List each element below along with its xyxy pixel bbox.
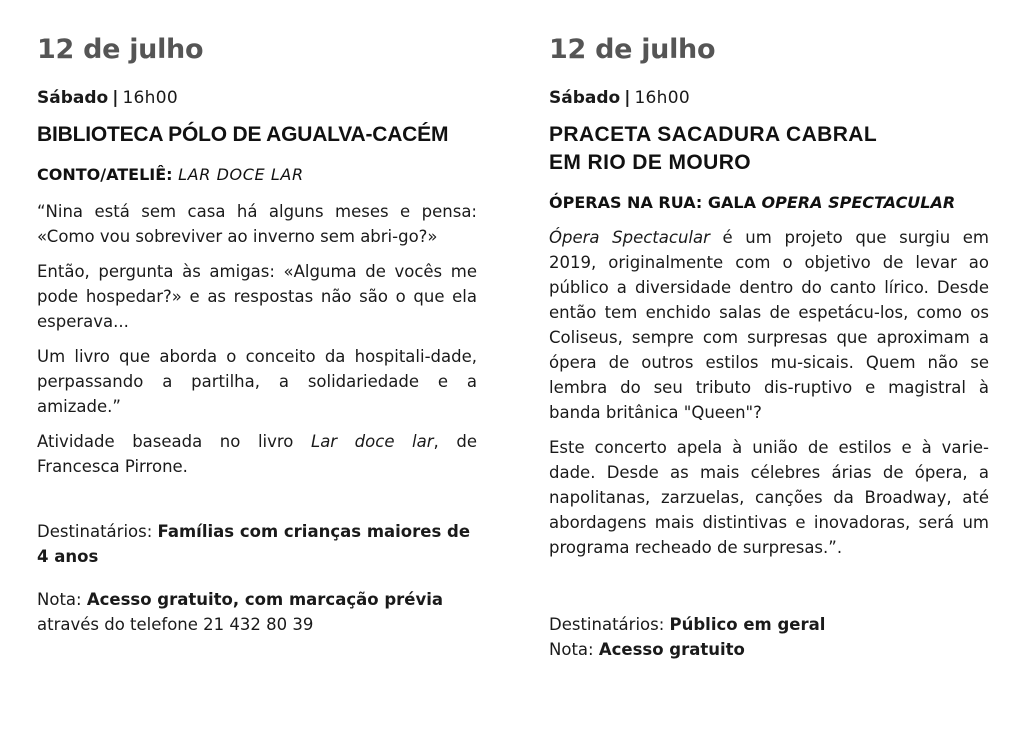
activity-title: LAR DOCE LAR bbox=[178, 165, 304, 184]
activity-type: CONTO/ATELIÊ: bbox=[37, 165, 173, 184]
show-name: Ópera Spectacular bbox=[549, 228, 710, 247]
event-day-time bbox=[37, 86, 477, 110]
book-title: Lar doce lar bbox=[311, 432, 434, 451]
event-venue: BIBLIOTECA PÓLO DE AGUALVA-CACÉM bbox=[37, 123, 449, 146]
separator: | bbox=[112, 88, 119, 108]
event-venue bbox=[549, 121, 989, 177]
audience-line bbox=[37, 519, 477, 569]
event-left bbox=[37, 30, 477, 637]
book-reference-suffix: , de Francesca Pirrone. bbox=[37, 432, 477, 476]
audience-value: Público em geral bbox=[669, 615, 826, 634]
audience-label: Destinatários: bbox=[37, 522, 153, 541]
audience-line bbox=[549, 612, 989, 637]
separator: | bbox=[624, 88, 631, 108]
book-reference-prefix: Atividade baseada no livro bbox=[37, 432, 294, 451]
event-date: 12 de julho bbox=[549, 34, 716, 65]
description-paragraph: Um livro que aborda o conceito da hospitali-dade, perpassando a partilha, a solidariedade e a amizade.” bbox=[37, 347, 477, 416]
note-label: Nota: bbox=[37, 590, 82, 609]
activity-heading bbox=[549, 191, 989, 215]
book-reference bbox=[37, 429, 477, 479]
audience-value: Famílias com crianças maiores de 4 anos bbox=[37, 522, 471, 566]
activity-title: OPERA SPECTACULAR bbox=[761, 193, 956, 212]
activity-heading bbox=[37, 163, 477, 187]
note-value: Acesso gratuito, com marcação prévia bbox=[86, 590, 444, 609]
note-label: Nota: bbox=[549, 640, 594, 659]
description-paragraph: Então, pergunta às amigas: «Alguma de vocês me pode hospedar?» e as respostas não são o que ela esperava... bbox=[37, 262, 477, 331]
description-paragraph: Este concerto apela à união de estilos e à varie-dade. Desde as mais célebres árias de ópera, a napolitanas, zarzuelas, canções da Broadway, até abordagens mais distintivas e inovadoras, será um programa recheado de surpresas.”. bbox=[549, 438, 989, 557]
event-day: Sábado bbox=[549, 88, 621, 108]
note-line bbox=[37, 587, 477, 637]
event-right bbox=[549, 30, 989, 662]
event-day: Sábado bbox=[37, 88, 109, 108]
venue-line-1: PRACETA SACADURA CABRAL bbox=[549, 123, 878, 146]
note-line bbox=[549, 637, 989, 662]
event-date: 12 de julho bbox=[37, 34, 204, 65]
activity-type: ÓPERAS NA RUA: GALA bbox=[549, 193, 756, 212]
note-phone: através do telefone 21 432 80 39 bbox=[37, 615, 314, 634]
description-paragraph: “Nina está sem casa há alguns meses e pensa: «Como vou sobreviver ao inverno sem abri-go?» bbox=[37, 202, 477, 246]
venue-line-2: EM RIO DE MOURO bbox=[549, 151, 752, 174]
audience-label: Destinatários: bbox=[549, 615, 665, 634]
event-day-time bbox=[549, 86, 989, 110]
note-value: Acesso gratuito bbox=[598, 640, 745, 659]
event-time: 16h00 bbox=[122, 88, 178, 108]
description-paragraph bbox=[549, 225, 989, 425]
description-text: é um projeto que surgiu em 2019, originalmente com o objetivo de levar ao público a diversidade dentro do canto lírico. Desde então tem enchido salas de espetácu-los, como os Coliseus, sempre com surpresas que aproximam a ópera de outros estilos mu-sicais. Quem não se lembra do seu tributo dis-ruptivo e magistral à banda britânica "Queen"? bbox=[549, 228, 990, 422]
event-time: 16h00 bbox=[634, 88, 690, 108]
